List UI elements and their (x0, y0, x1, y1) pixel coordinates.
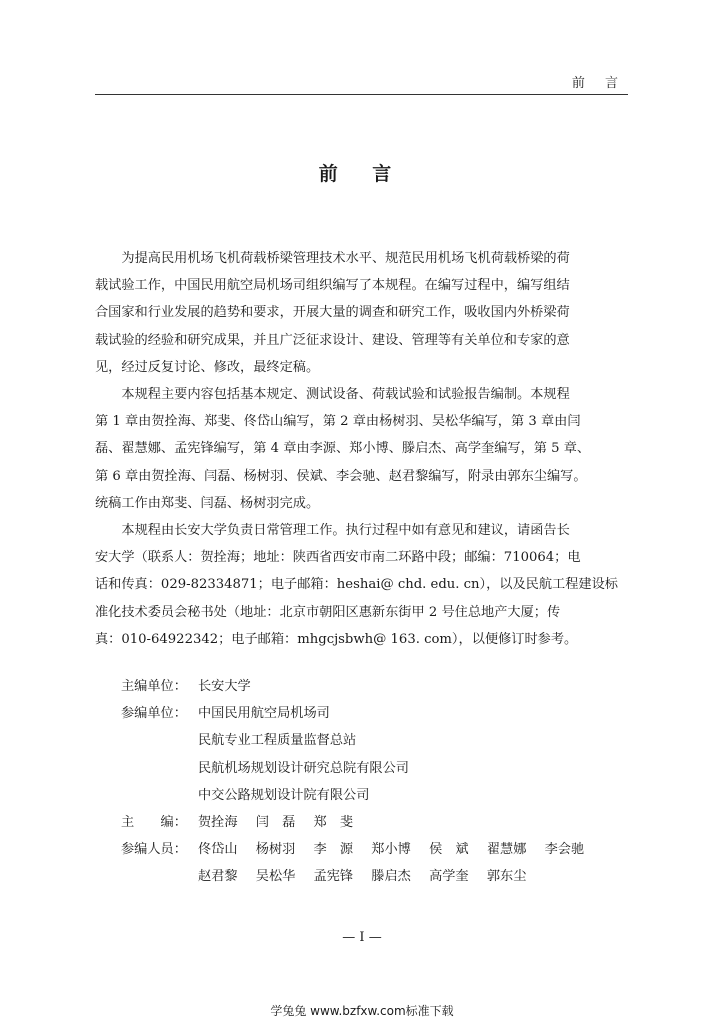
chief-unit-row (121, 673, 628, 700)
editor-name: 郑 斐 (313, 814, 354, 830)
text-line: 合国家和行业发展的趋势和要求，开展大量的调查和研究工作，吸收国内外桥梁荷 (95, 305, 570, 321)
editor-name: 李会驰 (544, 842, 585, 858)
participating-unit: 中国民用航空局机场司 (198, 706, 330, 722)
chief-editors-label: 主 编： (121, 814, 187, 830)
running-header: 前 言 (571, 76, 626, 91)
participating-editors-list (198, 863, 628, 890)
paragraph-1 (95, 245, 628, 381)
text-line: 安大学（联系人：贺拴海；地址：陕西省西安市南二环路中段；邮编：710064；电 (95, 550, 581, 566)
participating-unit: 民航机场规划设计研究总院有限公司 (198, 760, 409, 776)
chief-unit: 长安大学 (198, 679, 251, 694)
participating-units-label: 参编单位： (121, 706, 187, 722)
paragraph-3 (95, 517, 628, 653)
chief-editors-row (121, 809, 628, 836)
editor-name: 吴松华 (255, 869, 296, 885)
editor-name: 郑小博 (371, 842, 411, 858)
editor-name: 佟岱山 (198, 842, 238, 858)
text-line: 见，经过反复讨论、修改，最终定稿。 (95, 359, 320, 375)
participating-unit: 民航专业工程质量监督总站 (198, 733, 357, 749)
editor-name: 孟宪锋 (313, 869, 354, 885)
editor-name: 杨树羽 (255, 842, 296, 858)
editor-name: 贺拴海 (198, 814, 238, 830)
text-line: 统稿工作由郑斐、闫磊、杨树羽完成。 (95, 495, 320, 511)
participating-editors-row (121, 836, 628, 863)
text-line: 话和传真：029-82334871；电子邮箱：heshai@ chd. edu. cn），以及民航工程建设标 (95, 577, 618, 593)
text-line: 准化技术委员会秘书处（地址：北京市朝阳区惠新东街甲 2 号住总地产大厦；传 (95, 604, 561, 620)
editor-name: 闫 磊 (255, 814, 296, 830)
participating-editors-row (121, 863, 628, 890)
editors-section (121, 673, 628, 891)
editor-name: 翟慧娜 (486, 842, 527, 858)
chief-editors-list (198, 809, 628, 836)
text-line: 载试验的经验和研究成果，并且广泛征求设计、建设、管理等有关单位和专家的意 (95, 332, 570, 348)
watermark-footer[interactable]: 学兔兔 www.bzfxw.com标准下载 (270, 1004, 454, 1018)
participating-unit: 中交公路规划设计院有限公司 (198, 787, 370, 803)
editor-name: 郭东尘 (486, 869, 527, 885)
editor-name: 侯 斌 (429, 842, 469, 858)
page-title: 前 言 (318, 163, 406, 185)
text-line: 磊、翟慧娜、孟宪锋编写，第 4 章由李源、郑小博、滕启杰、高学奎编写，第 5 章、 (95, 441, 591, 457)
editor-name: 高学奎 (429, 869, 469, 885)
participating-editors-label: 参编人员： (121, 842, 187, 858)
page-number: — I — (342, 930, 382, 945)
text-line: 第 6 章由贺拴海、闫磊、杨树羽、侯斌、李会驰、赵君黎编写，附录由郭东尘编写。 (95, 468, 587, 484)
preface-body (95, 245, 628, 653)
chief-unit-label: 主编单位： (121, 679, 187, 694)
text-line: 本规程由长安大学负责日常管理工作。执行过程中如有意见和建议，请函告长 (121, 523, 570, 539)
paragraph-2 (95, 381, 628, 517)
text-line: 载试验工作，中国民用航空局机场司组织编写了本规程。在编写过程中，编写组结 (95, 278, 570, 294)
participating-editors-list (198, 836, 628, 863)
editor-name: 李 源 (313, 842, 354, 858)
header-rule (95, 94, 628, 95)
text-line: 为提高民用机场飞机荷载桥梁管理技术水平、规范民用机场飞机荷载桥梁的荷 (121, 251, 570, 266)
participating-units-row (121, 782, 628, 809)
text-line: 本规程主要内容包括基本规定、测试设备、荷载试验和试验报告编制。本规程 (121, 387, 570, 403)
editor-name: 滕启杰 (371, 869, 411, 885)
participating-units-row (121, 700, 628, 727)
participating-units-row (121, 727, 628, 754)
text-line: 真：010-64922342；电子邮箱：mhgcjsbwh@ 163. com），以便修订时参考。 (95, 631, 578, 647)
text-line: 第 1 章由贺拴海、郑斐、佟岱山编写，第 2 章由杨树羽、吴松华编写，第 3 章由闫 (95, 414, 581, 430)
participating-units-row (121, 755, 628, 782)
editor-name: 赵君黎 (198, 869, 238, 885)
